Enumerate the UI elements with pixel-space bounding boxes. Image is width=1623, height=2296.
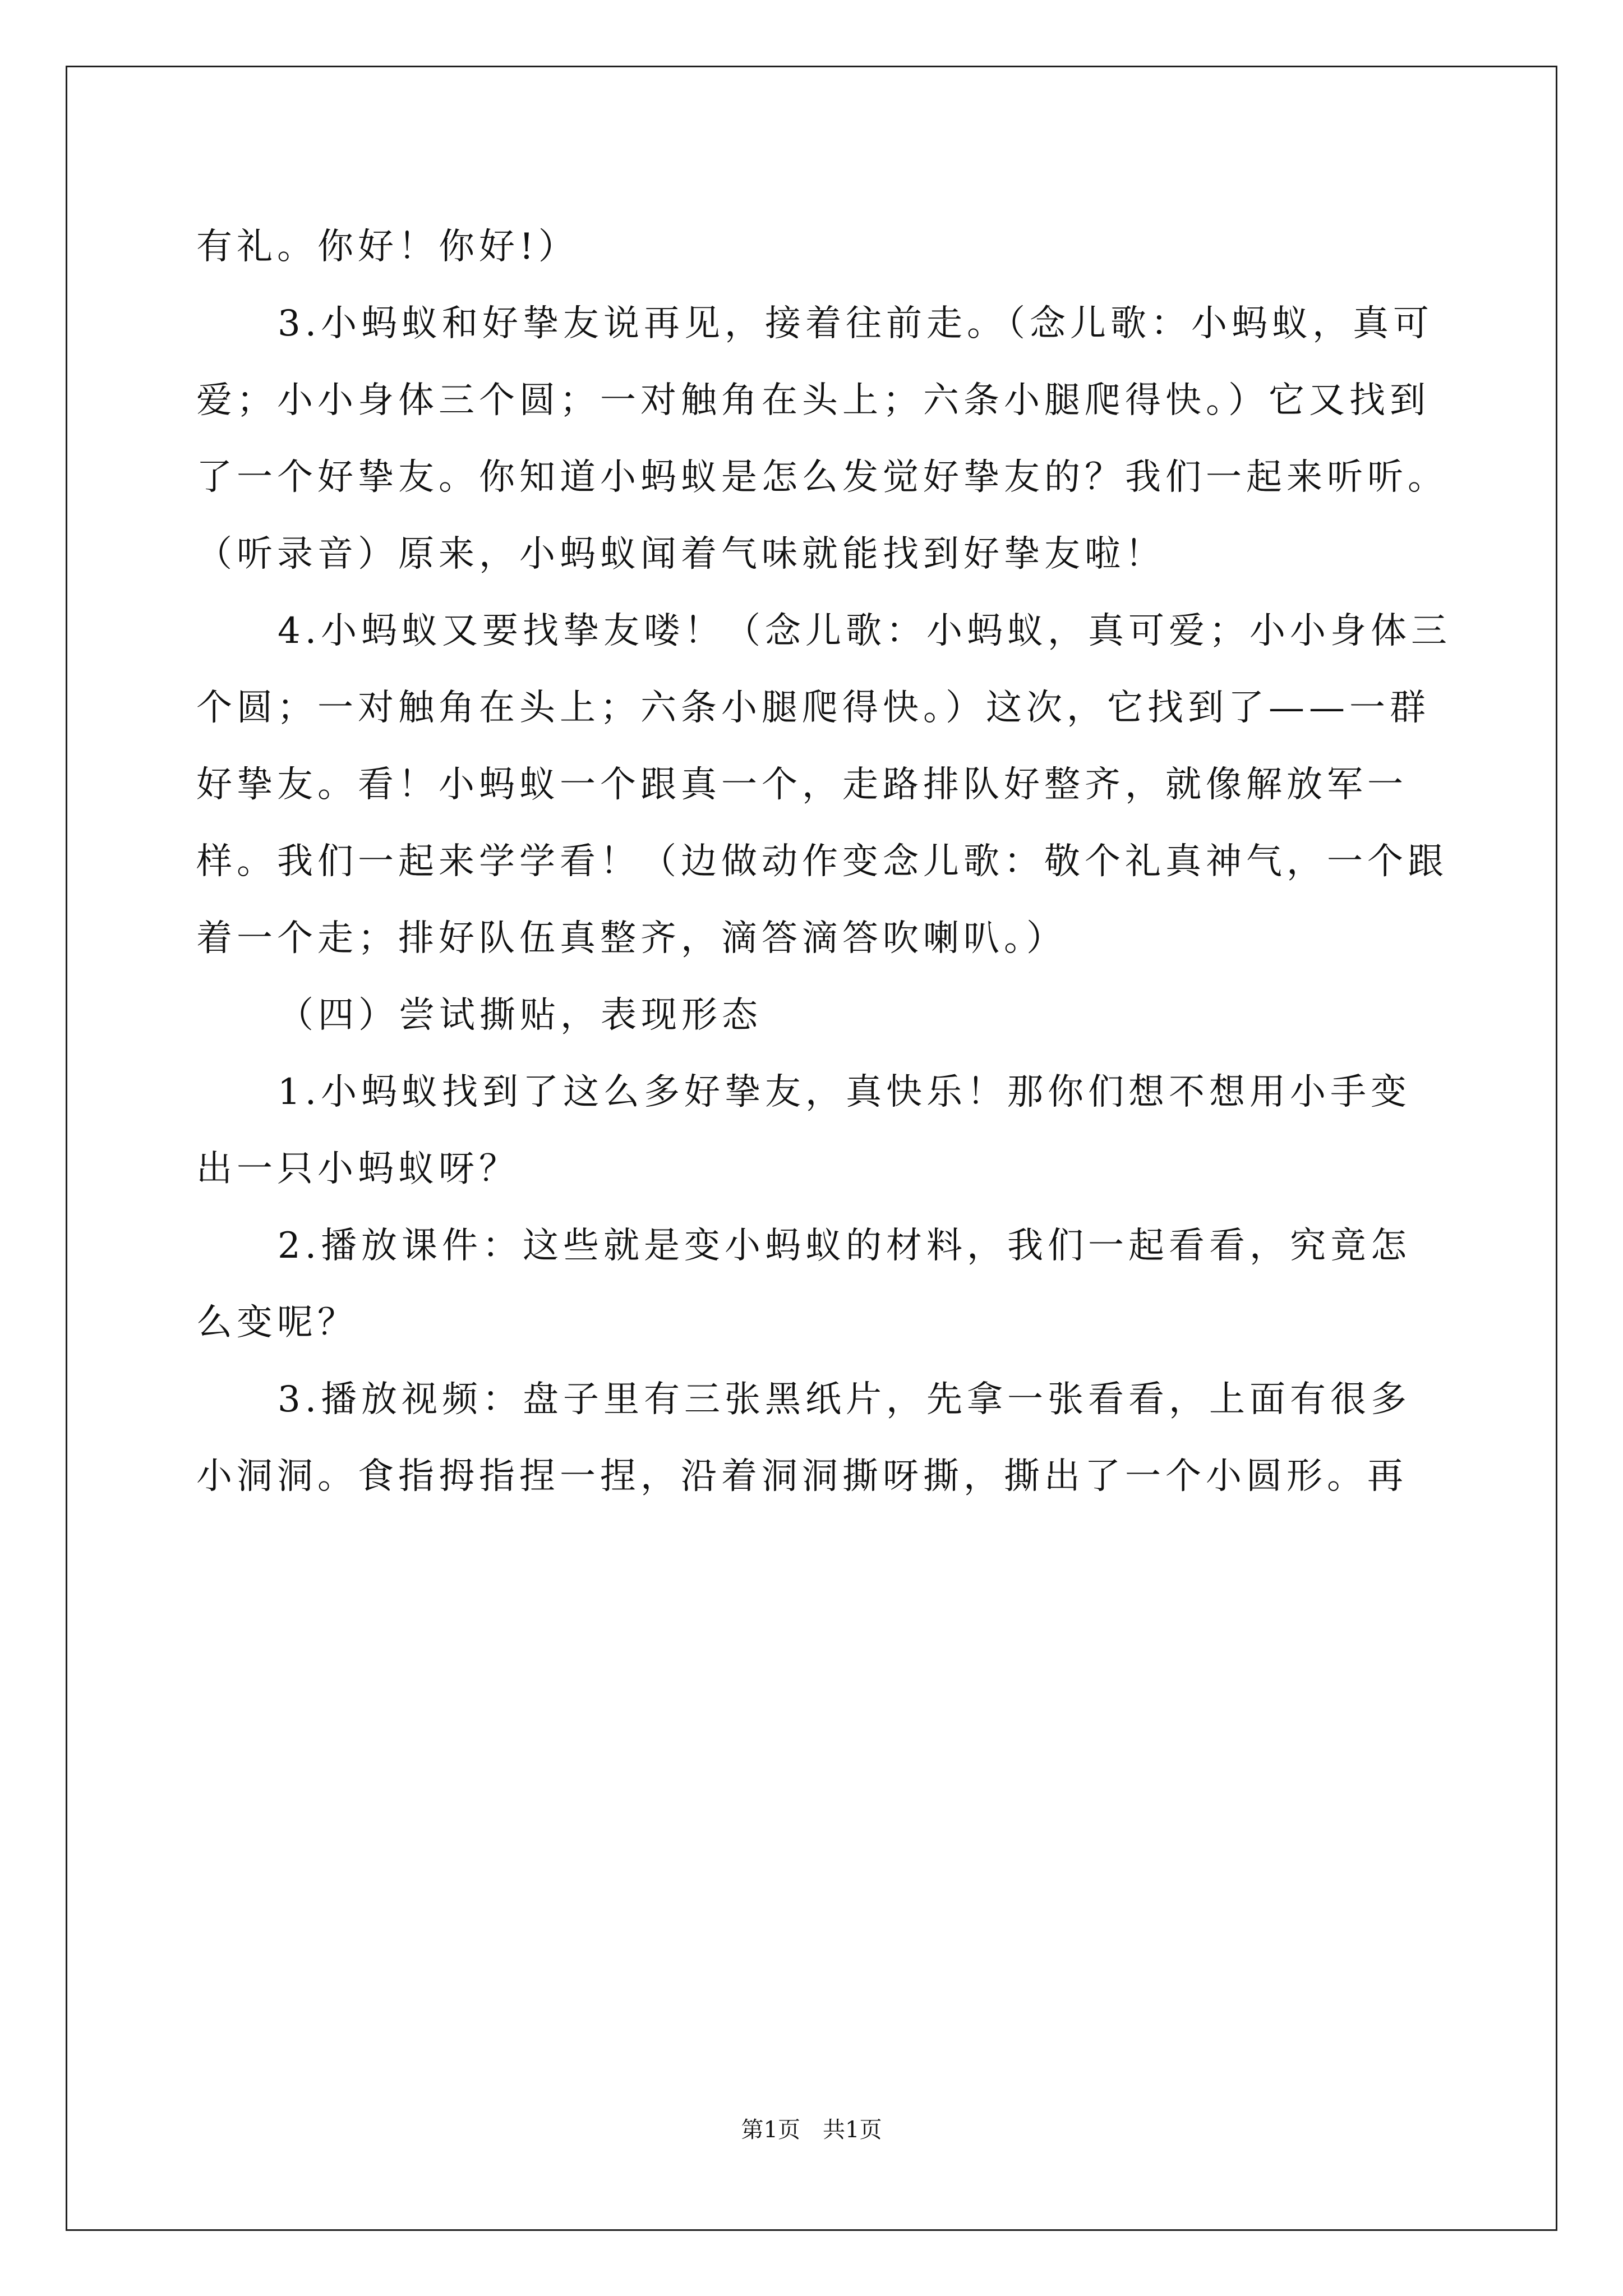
page-footer: 第1页 共1页 (741, 2117, 882, 2143)
paragraph-line: 小洞洞。食指拇指捏一捏，沿着洞洞撕呀撕，撕出了一个小圆形。再 (196, 1456, 1408, 1497)
paragraph-line: 样。我们一起来学学看！（边做动作变念儿歌：敬个礼真神气，一个跟 (196, 841, 1448, 882)
paragraph-line: 2.播放课件：这些就是变小蚂蚁的材料，我们一起看看，究竟怎 (278, 1225, 1412, 1267)
section-heading: （四）尝试撕贴，表现形态 (278, 995, 762, 1036)
paragraph-line: 么变呢？ (196, 1302, 358, 1343)
paragraph-line: 3.小蚂蚁和好挚友说再见，接着往前走。（念儿歌：小蚂蚁，真可 (278, 303, 1434, 344)
paragraph-line: 出一只小蚂蚁呀？ (196, 1148, 519, 1190)
paragraph-line: 有礼。你好！你好!） (196, 226, 579, 268)
paragraph-line: 爱；小小身体三个圆；一对触角在头上；六条小腿爬得快。）它又找到 (196, 380, 1430, 421)
paragraph-line: 着一个走；排好队伍真整齐，滴答滴答吹喇叭。） (196, 918, 1067, 959)
paragraph-line: 4.小蚂蚁又要找挚友喽！（念儿歌：小蚂蚁，真可爱；小小身体三 (278, 610, 1452, 652)
paragraph-line: （听录音）原来，小蚂蚁闻着气味就能找到好挚友啦！ (196, 533, 1165, 575)
paragraph-line: 个圆；一对触角在头上；六条小腿爬得快。）这次，它找到了——一群 (196, 687, 1430, 729)
paragraph-line: 好挚友。看！小蚂蚁一个跟真一个，走路排队好整齐，就像解放军一 (196, 764, 1408, 806)
paragraph-line: 了一个好挚友。你知道小蚂蚁是怎么发觉好挚友的？我们一起来听听。 (196, 457, 1448, 498)
paragraph-line: 3.播放视频：盘子里有三张黑纸片，先拿一张看看，上面有很多 (278, 1379, 1412, 1420)
paragraph-line: 1.小蚂蚁找到了这么多好挚友，真快乐！那你们想不想用小手变 (278, 1071, 1412, 1113)
